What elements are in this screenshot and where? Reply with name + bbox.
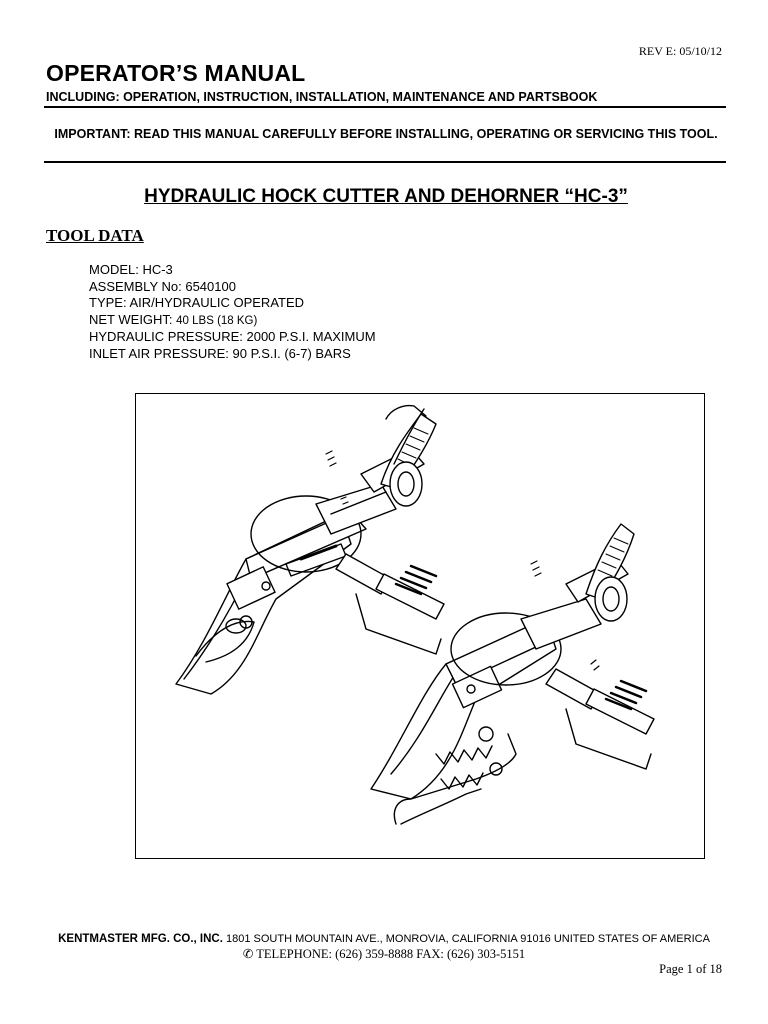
- contact-numbers: TELEPHONE: (626) 359-8888 FAX: (626) 303-5151: [256, 947, 526, 961]
- revision-label: REV E: 05/10/12: [638, 44, 722, 58]
- footer-contact-line: [0, 946, 768, 962]
- page-number: Page 1 of 18: [659, 962, 722, 976]
- tool-data-list: [89, 262, 376, 362]
- company-address: 1801 SOUTH MOUNTAIN AVE., MONROVIA, CALIFORNIA 91016 UNITED STATES OF AMERICA: [226, 933, 710, 945]
- telephone-icon: ✆: [242, 947, 254, 961]
- spec-net-weight: [89, 312, 376, 330]
- important-notice: IMPORTANT: READ THIS MANUAL CAREFULLY BEFORE INSTALLING, OPERATING OR SERVICING THIS TOOL.: [54, 127, 718, 141]
- spec-net-weight-value: 40 LBS (18 KG): [176, 314, 258, 327]
- tool-data-heading: TOOL DATA: [46, 226, 144, 245]
- manual-subtitle: INCLUDING: OPERATION, INSTRUCTION, INSTALLATION, MAINTENANCE AND PARTSBOOK: [46, 90, 598, 104]
- hock-cutter-drawing: [176, 406, 444, 694]
- company-name: KENTMASTER MFG. CO., INC.: [58, 933, 223, 945]
- spec-net-weight-label: NET WEIGHT:: [89, 311, 177, 327]
- divider: [44, 106, 726, 108]
- spec-inlet-air-pressure: INLET AIR PRESSURE: 90 P.S.I. (6-7) BARS: [89, 345, 351, 361]
- document-title: HYDRAULIC HOCK CUTTER AND DEHORNER “HC-3”: [144, 186, 628, 207]
- spec-type: TYPE: AIR/HYDRAULIC OPERATED: [89, 295, 305, 310]
- spec-model: MODEL: HC-3: [89, 262, 173, 277]
- divider: [44, 161, 726, 163]
- manual-title: OPERATOR’S MANUAL: [46, 60, 306, 86]
- spec-hydraulic-pressure: HYDRAULIC PRESSURE: 2000 P.S.I. MAXIMUM: [89, 329, 376, 344]
- hock-cutter-illustration: [136, 394, 704, 858]
- spec-assembly: ASSEMBLY No: 6540100: [89, 278, 236, 294]
- dehorner-drawing: [371, 524, 654, 824]
- footer-address-line: [0, 933, 768, 945]
- tool-illustration-figure: [135, 393, 705, 859]
